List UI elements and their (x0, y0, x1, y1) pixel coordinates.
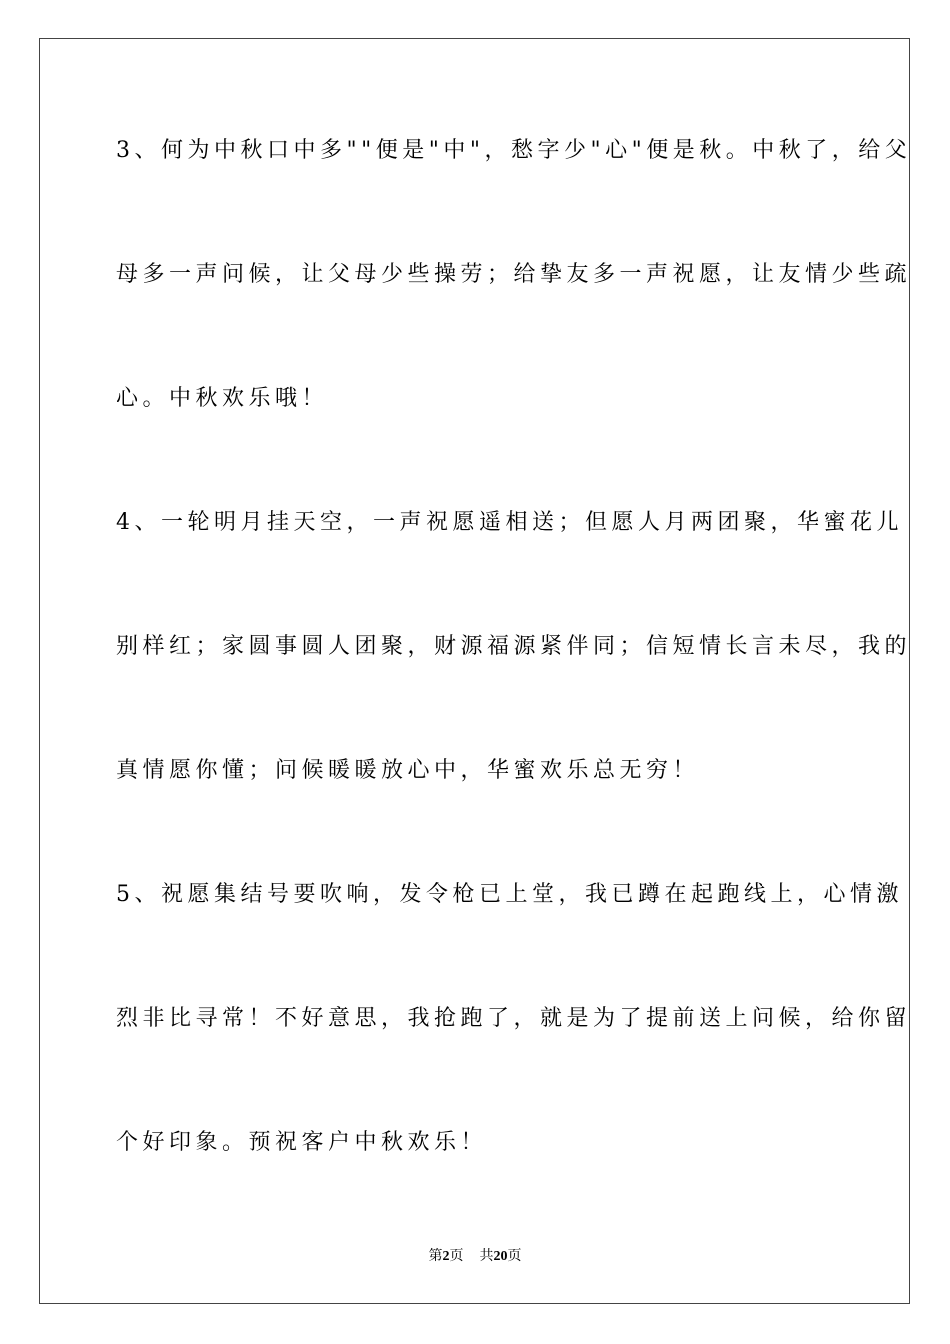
page-footer (0, 1246, 950, 1267)
page-suffix: 页 (449, 1248, 464, 1264)
text-line-2: 母多一声问候，让父母少些操劳；给挚友多一声祝愿，让友情少些疏 (116, 262, 912, 287)
text-line-1: 3、何为中秋口中多""便是"中"，愁字少"心"便是秋。中秋了，给父 (116, 138, 912, 163)
page-border (39, 38, 910, 1304)
total-pages: 20 (493, 1249, 508, 1264)
total-suffix: 页 (507, 1248, 522, 1264)
text-line-6: 真情愿你懂；问候暖暖放心中，华蜜欢乐总无穷！ (116, 758, 700, 783)
page-prefix: 第 (428, 1248, 443, 1264)
text-line-4: 4、一轮明月挂天空，一声祝愿遥相送；但愿人月两团聚，华蜜花儿 (116, 510, 903, 535)
total-prefix: 共 (479, 1248, 494, 1264)
text-line-7: 5、祝愿集结号要吹响，发令枪已上堂，我已蹲在起跑线上，心情激 (116, 882, 903, 907)
text-line-9: 个好印象。预祝客户中秋欢乐！ (116, 1130, 488, 1155)
text-line-3: 心。中秋欢乐哦！ (116, 386, 329, 411)
text-line-8: 烈非比寻常！不好意思，我抢跑了，就是为了提前送上问候，给你留 (116, 1006, 912, 1031)
text-line-5: 别样红；家圆事圆人团聚，财源福源紧伴同；信短情长言未尽，我的 (116, 634, 912, 659)
page-number: 2 (442, 1249, 450, 1264)
